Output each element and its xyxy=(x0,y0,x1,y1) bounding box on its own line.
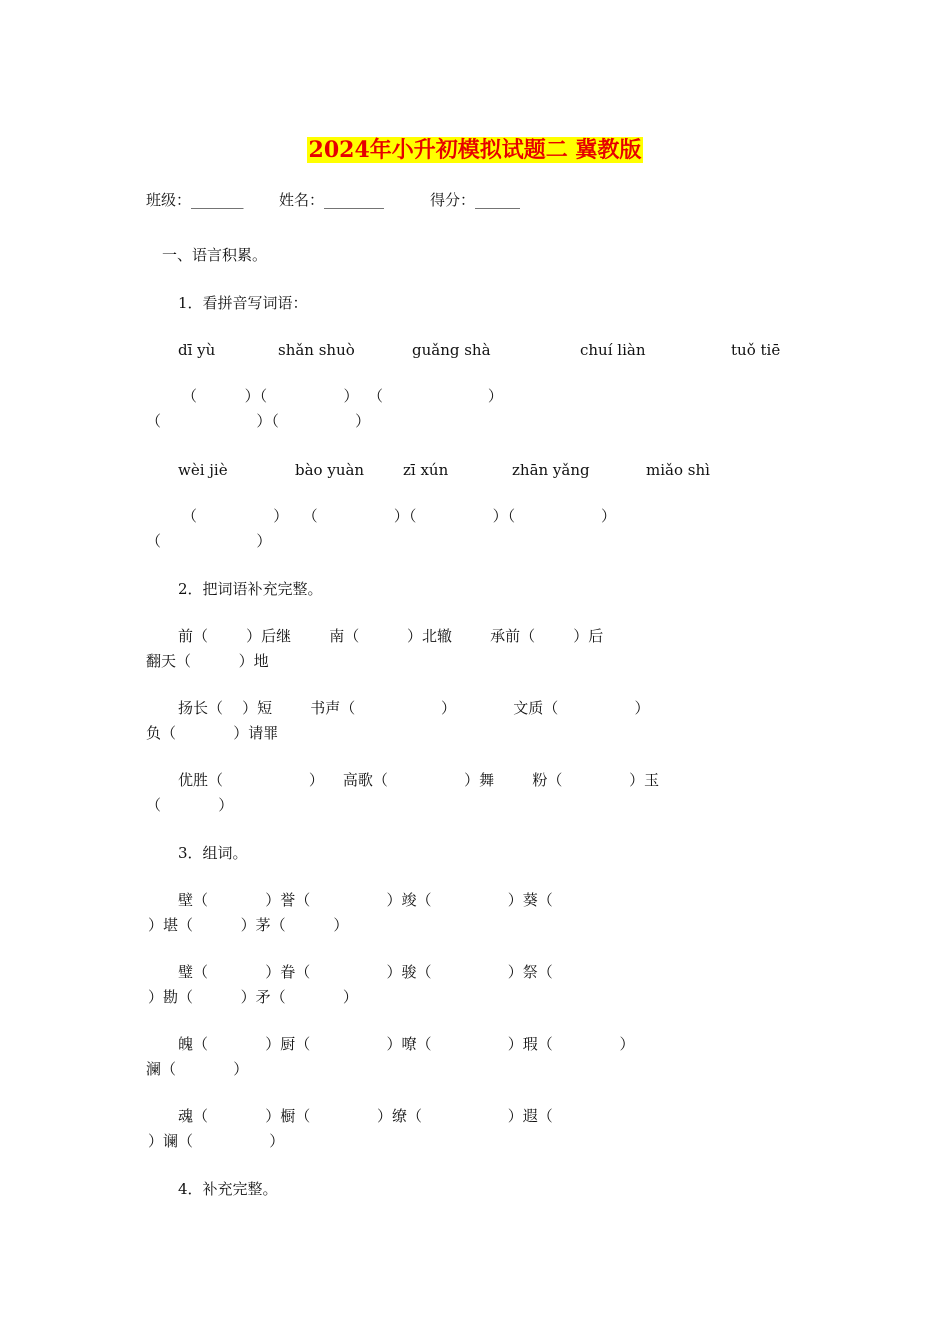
pinyin-item: guǎng shà xyxy=(412,341,491,359)
answer-blanks: （ ）（ ） （ ） xyxy=(182,387,503,405)
word-row: 魄（ ）厨（ ）嘹（ ）瑕（ ） xyxy=(178,1035,635,1053)
pinyin-item: zī xún xyxy=(403,461,449,479)
word-row: 璧（ ）眷（ ）骏（ ）祭（ xyxy=(178,963,553,981)
question-1-label: 1．看拼音写词语： xyxy=(178,294,308,312)
word-row: 澜（ ） xyxy=(146,1060,249,1078)
word-row: ）谰（ ） xyxy=(148,1132,285,1150)
word-row: ）堪（ ）茅（ ） xyxy=(148,916,349,934)
pinyin-item: chuí liàn xyxy=(580,341,646,359)
pinyin-item: zhān yǎng xyxy=(512,461,590,479)
section-heading: 一、语言积累。 xyxy=(162,246,268,264)
answer-blanks: （ ） xyxy=(146,532,272,550)
fill-row: 优胜（ ） 高歌（ ）舞 粉（ ）玉 xyxy=(178,771,660,789)
name-field: 姓名：________ xyxy=(279,191,385,209)
pinyin-item: tuǒ tiē xyxy=(731,341,781,359)
pinyin-item: dī yù xyxy=(178,341,216,359)
fill-row: 扬长（ ）短 书声（ ） 文质（ ） xyxy=(178,699,650,717)
page-title xyxy=(0,136,950,164)
title-text: 2024年小升初模拟试题二 冀教版 xyxy=(308,137,642,163)
word-row: 壁（ ）誉（ ）竣（ ）葵（ xyxy=(178,891,553,909)
answer-blanks: （ ）（ ） xyxy=(146,412,371,430)
pinyin-item: miǎo shì xyxy=(646,461,710,479)
word-row: 魂（ ）橱（ ）缭（ ）遐（ xyxy=(178,1107,553,1125)
fill-row: （ ） xyxy=(146,796,234,814)
fill-row: 负（ ）请罪 xyxy=(146,724,279,742)
score-field: 得分：______ xyxy=(430,191,521,209)
question-4-label: 4．补充完整。 xyxy=(178,1180,278,1198)
question-2-label: 2．把词语补充完整。 xyxy=(178,580,323,598)
fill-row: 翻天（ ）地 xyxy=(146,652,269,670)
answer-blanks: （ ） （ ）（ ）（ ） xyxy=(182,507,616,525)
word-row: ）勘（ ）矛（ ） xyxy=(148,988,358,1006)
fill-row: 前（ ）后继 南（ ）北辙 承前（ ）后 xyxy=(178,627,604,645)
pinyin-item: shǎn shuò xyxy=(278,341,355,359)
pinyin-item: wèi jiè xyxy=(178,461,228,479)
question-3-label: 3．组词。 xyxy=(178,844,248,862)
class-field: 班级：_______ xyxy=(146,191,244,209)
pinyin-item: bào yuàn xyxy=(295,461,365,479)
